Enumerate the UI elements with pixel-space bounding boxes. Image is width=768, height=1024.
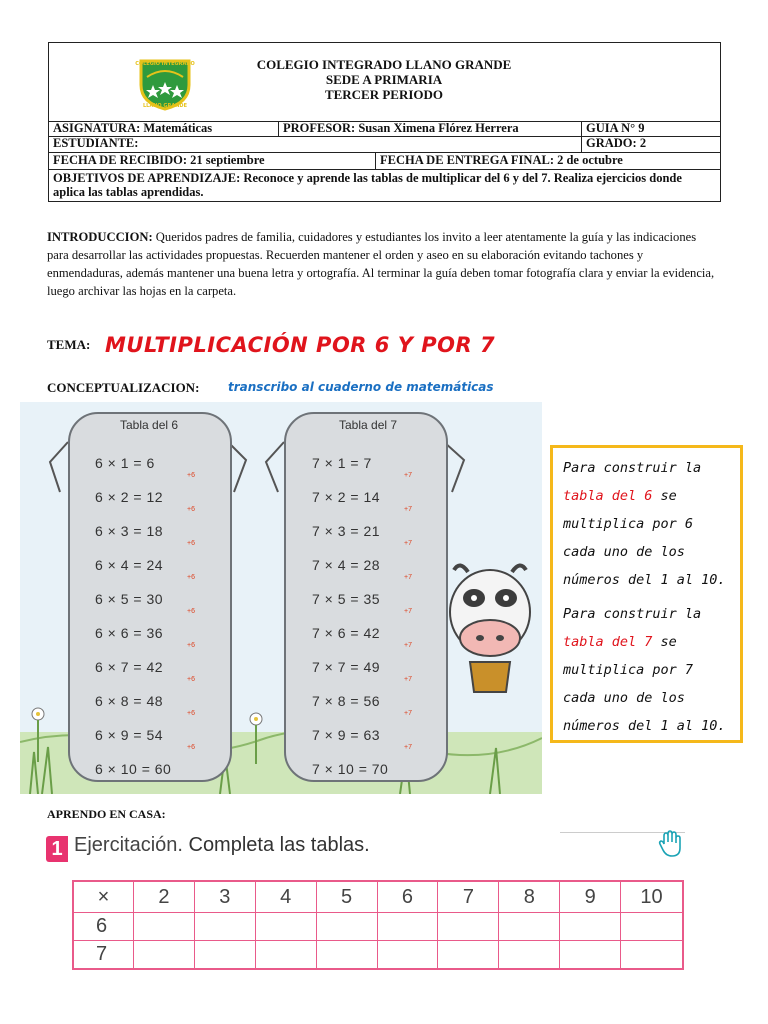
tabla7-row: 7 × 4 = 28	[312, 557, 381, 573]
row-asignatura	[49, 121, 720, 137]
note-box	[550, 445, 743, 743]
note-text: Para construir la	[563, 606, 702, 622]
exercise-instruction: Completa las tablas.	[182, 834, 370, 856]
tema-value: MULTIPLICACIÓN POR 6 Y POR 7	[105, 333, 496, 357]
logo-text-bottom: LLANO GRANDE	[143, 103, 187, 109]
intro-label: INTRODUCCION:	[47, 230, 153, 244]
grid-header-cell: 4	[256, 882, 317, 912]
row-objetivos	[49, 169, 720, 201]
grid-answer-cell[interactable]	[438, 912, 499, 940]
tabla7-step-label: +7	[404, 506, 412, 513]
tabla6-row: 6 × 7 = 42	[95, 659, 164, 675]
grid-answer-cell[interactable]	[256, 940, 317, 968]
estudiante: ESTUDIANTE:	[49, 136, 582, 152]
tabla7-row: 7 × 8 = 56	[312, 693, 381, 709]
tabla6-step-label: +6	[187, 710, 195, 717]
hand-icon	[658, 830, 684, 858]
tabla6-row: 6 × 5 = 30	[95, 591, 164, 607]
tabla6-row: 6 × 1 = 6	[95, 455, 155, 471]
tabla6-step-label: +6	[187, 540, 195, 547]
tabla6-step-label: +6	[187, 506, 195, 513]
school-logo	[133, 55, 197, 111]
tabla7-row: 7 × 2 = 14	[312, 489, 381, 505]
row-estudiante	[49, 136, 720, 153]
aprendo-en-casa-heading: APRENDO EN CASA:	[47, 807, 166, 821]
exercise-title	[74, 834, 370, 857]
tabla7-row: 7 × 9 = 63	[312, 727, 381, 743]
multiplication-tables-illustration	[20, 402, 542, 794]
guia: GUIA N° 9	[586, 121, 645, 135]
grid-answer-cell[interactable]	[195, 940, 256, 968]
grid-row-label: 7	[74, 940, 134, 968]
note-text: se multiplica por 6 cada uno de los números del 1 al 10.	[563, 488, 726, 588]
cow-illustration	[440, 562, 540, 722]
tabla6-row: 6 × 4 = 24	[95, 557, 164, 573]
grid-header-cell: 6	[378, 882, 439, 912]
note-paragraph-6	[563, 454, 730, 594]
grid-answer-cell[interactable]	[134, 940, 195, 968]
introduction	[47, 228, 719, 300]
tabla6-step-label: +6	[187, 472, 195, 479]
periodo: TERCER PERIODO	[324, 87, 444, 102]
grid-answer-cell[interactable]	[438, 940, 499, 968]
exercise-label: Ejercitación.	[74, 834, 183, 856]
tabla7-row: 7 × 10 = 70	[312, 761, 389, 777]
conceptualizacion-label: CONCEPTUALIZACION:	[47, 380, 200, 395]
header-title-block	[209, 57, 559, 102]
grid-header-cell: 2	[134, 882, 195, 912]
header-top	[49, 43, 720, 122]
tabla6-step-label: +6	[187, 744, 195, 751]
note-highlight: tabla del 6	[563, 488, 653, 504]
grid-answer-cell[interactable]	[499, 912, 560, 940]
tabla7-row: 7 × 1 = 7	[312, 455, 372, 471]
grid-answer-cell[interactable]	[195, 912, 256, 940]
tabla7-row: 7 × 3 = 21	[312, 523, 381, 539]
tabla6-step-label: +6	[187, 574, 195, 581]
grid-answer-cell[interactable]	[499, 940, 560, 968]
tabla7-step-label: +7	[404, 574, 412, 581]
grid-header-cell: 8	[499, 882, 560, 912]
sede: SEDE A PRIMARIA	[325, 72, 443, 87]
tabla6-row: 6 × 2 = 12	[95, 489, 164, 505]
profesor: PROFESOR: Susan Ximena Flórez Herrera	[279, 121, 582, 136]
grid-answer-cell[interactable]	[317, 940, 378, 968]
tabla7-row: 7 × 5 = 35	[312, 591, 381, 607]
tabla7-step-label: +7	[404, 472, 412, 479]
header-table	[48, 42, 721, 202]
grid-answer-cell[interactable]	[134, 912, 195, 940]
tabla6-step-label: +6	[187, 642, 195, 649]
grado: GRADO: 2	[586, 136, 647, 150]
grid-header-cell: 5	[317, 882, 378, 912]
grid-answer-cell[interactable]	[378, 940, 439, 968]
note-paragraph-7	[563, 600, 730, 740]
grid-header-cell: 3	[195, 882, 256, 912]
fecha-entrega: FECHA DE ENTREGA FINAL: 2 de octubre	[380, 153, 623, 167]
tabla7-step-label: +7	[404, 540, 412, 547]
tabla7-step-label: +7	[404, 608, 412, 615]
grid-answer-cell[interactable]	[317, 912, 378, 940]
objetivos: OBJETIVOS DE APRENDIZAJE: Reconoce y aprende las tablas de multiplicar del 6 y del 7. Realiza ejercicios donde aplica las tablas aprendidas.	[53, 171, 682, 199]
tabla7-step-label: +7	[404, 676, 412, 683]
grid-row-label: 6	[74, 912, 134, 940]
tabla6-row: 6 × 8 = 48	[95, 693, 164, 709]
tabla6-row: 6 × 10 = 60	[95, 761, 172, 777]
tabla7-row: 7 × 7 = 49	[312, 659, 381, 675]
fecha-recibido: FECHA DE RECIBIDO: 21 septiembre	[49, 152, 376, 169]
school-name: COLEGIO INTEGRADO LLANO GRANDE	[256, 57, 512, 72]
note-text: Para construir la	[563, 460, 702, 476]
note-text: se multiplica por 7 cada uno de los números del 1 al 10.	[563, 634, 726, 734]
grid-header-cell: 10	[640, 886, 663, 908]
grid-answer-cell[interactable]	[256, 912, 317, 940]
grid-answer-cell[interactable]	[378, 912, 439, 940]
grid-row	[74, 882, 682, 913]
table-6-title: Tabla del 6	[120, 418, 179, 432]
tabla6-row: 6 × 6 = 36	[95, 625, 164, 641]
conceptualizacion-value: transcribo al cuaderno de matemáticas	[228, 380, 494, 394]
intro-text: Queridos padres de familia, cuidadores y estudiantes los invito a leer atentamente la guía y las indicaciones para desarrollar las actividades propuestas. Recuerden mantener el orden y aseo en su elaboración evitando tachones y enmendaduras, además mantener una buena letra y ortografía. Al terminar la guía deben tomar fotografía clara y enviar la evidencia, luego archivar las hojas en la carpeta.	[47, 230, 715, 298]
grid-answer-cell[interactable]	[560, 940, 621, 968]
grid-header-cell: 9	[560, 882, 621, 912]
tabla6-step-label: +6	[187, 676, 195, 683]
tema-label: TEMA:	[47, 337, 91, 352]
tabla7-step-label: +7	[404, 710, 412, 717]
tabla6-row: 6 × 9 = 54	[95, 727, 164, 743]
tabla6-row: 6 × 3 = 18	[95, 523, 164, 539]
tabla7-row: 7 × 6 = 42	[312, 625, 381, 641]
grid-row	[74, 912, 682, 941]
grid-answer-cell[interactable]	[621, 912, 682, 940]
grid-row	[74, 940, 682, 968]
tabla7-step-label: +7	[404, 642, 412, 649]
grid-header-cell: 7	[438, 882, 499, 912]
exercise-number-badge: 1	[46, 836, 68, 862]
grid-answer-cell[interactable]	[621, 940, 682, 968]
grid-header-cell: ×	[74, 882, 134, 912]
tabla6-step-label: +6	[187, 608, 195, 615]
tabla7-step-label: +7	[404, 744, 412, 751]
note-highlight: tabla del 7	[563, 634, 653, 650]
grid-answer-cell[interactable]	[560, 912, 621, 940]
exercise-grid	[72, 880, 684, 970]
logo-text-top: COLEGIO INTEGRADO	[135, 61, 195, 67]
asignatura: ASIGNATURA: Matemáticas	[49, 121, 279, 136]
table-7-title: Tabla del 7	[339, 418, 398, 432]
row-fechas	[49, 152, 720, 170]
